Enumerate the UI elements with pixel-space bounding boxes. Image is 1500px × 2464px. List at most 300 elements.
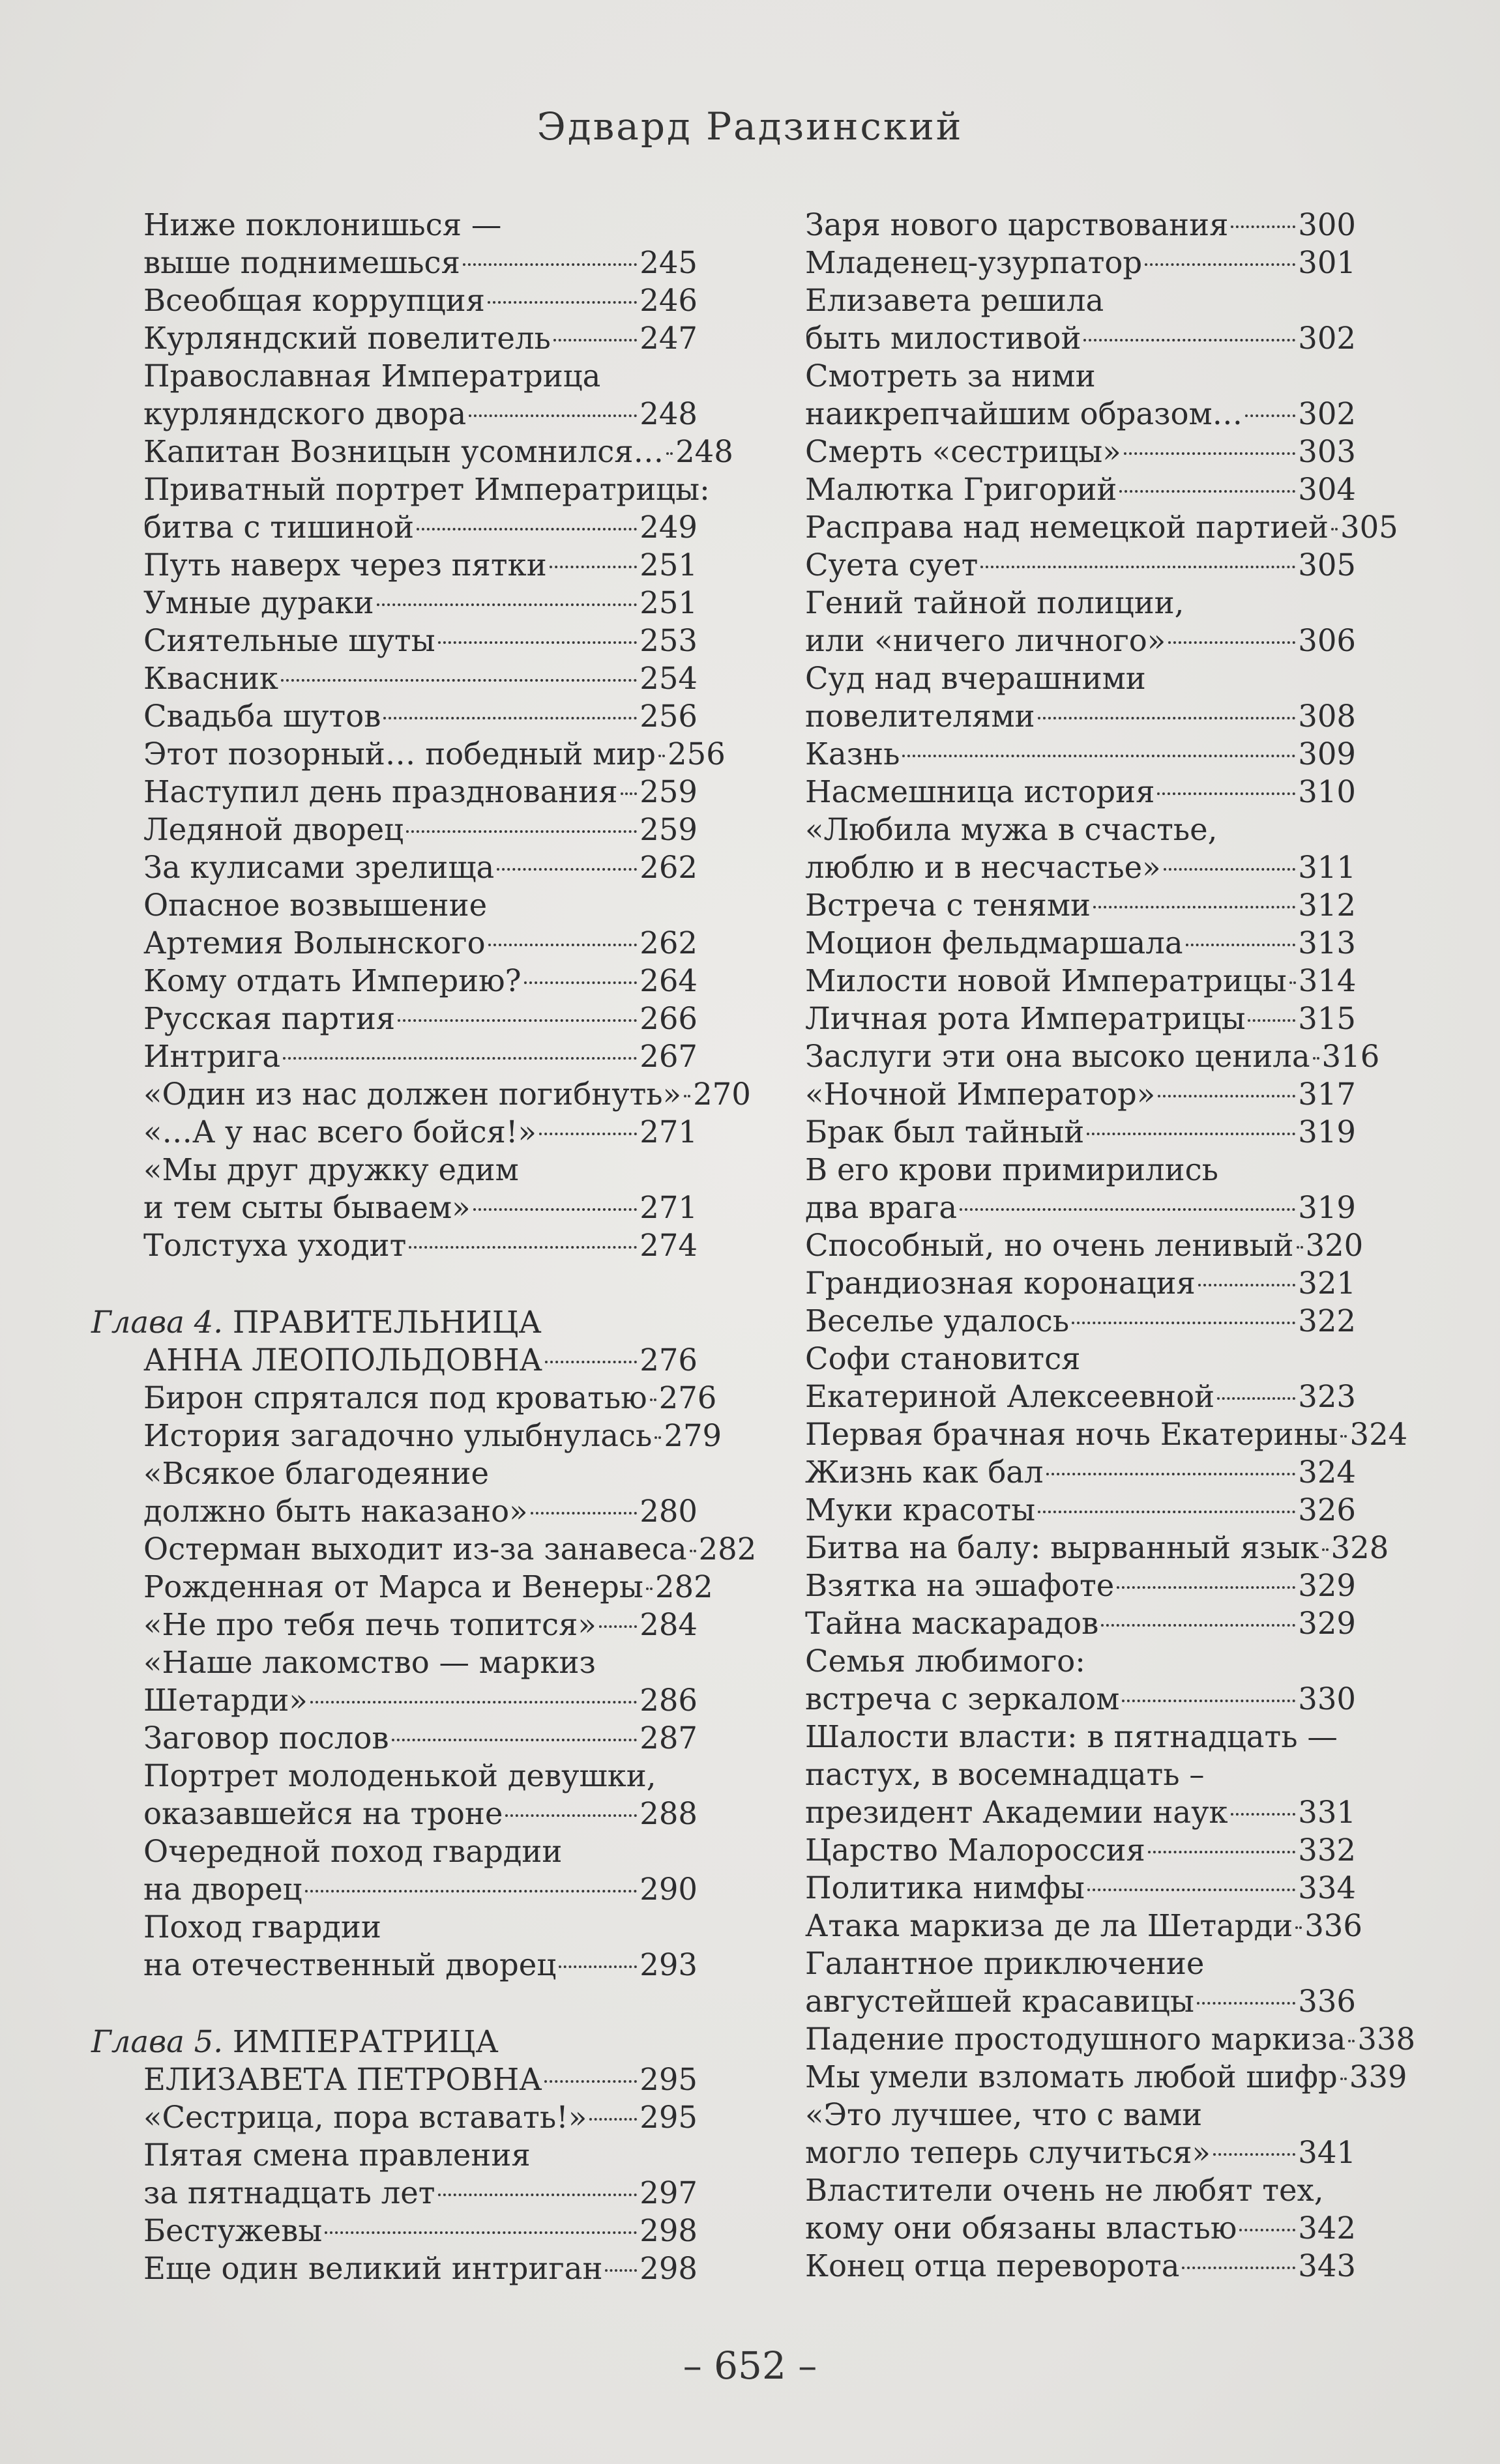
toc-entry — [805, 2134, 1356, 2171]
toc-entry — [805, 1529, 1389, 1567]
toc-page-number: 304 — [1298, 472, 1356, 507]
toc-page-number: 271 — [640, 1190, 698, 1225]
toc-entry — [143, 2174, 698, 2212]
toc-page-number: 328 — [1331, 1530, 1389, 1565]
toc-entry-title: Тайна маскарадов — [805, 1606, 1099, 1641]
toc-page-number: 305 — [1340, 510, 1398, 545]
toc-entry — [143, 319, 698, 357]
toc-entry-title: Личная рота Императрицы — [805, 1001, 1246, 1036]
toc-entry — [143, 659, 698, 697]
toc-entry-title: выше поднимешься — [143, 245, 460, 280]
toc-entry-title: Моцион фельдмаршала — [805, 925, 1183, 961]
dot-leader — [409, 1246, 637, 1249]
toc-entry — [143, 848, 698, 886]
dot-leader — [559, 1965, 637, 1968]
toc-page-number: 287 — [640, 1720, 698, 1756]
toc-page-number: 262 — [640, 925, 698, 961]
toc-page-number: 288 — [640, 1796, 698, 1831]
toc-entry-title: Первая брачная ночь Екатерины — [805, 1417, 1338, 1452]
toc-page-number: 324 — [1298, 1455, 1356, 1490]
toc-page-number: 332 — [1298, 1833, 1356, 1868]
toc-entry — [805, 1302, 1356, 1340]
toc-entry-line: Софи становится — [805, 1341, 1081, 1376]
toc-entry-title: АННА ЛЕОПОЛЬДОВНА — [143, 1342, 542, 1378]
toc-page-number: 284 — [640, 1607, 698, 1642]
toc-entry — [143, 1226, 698, 1264]
toc-page-number: 276 — [640, 1342, 698, 1378]
toc-entry — [143, 1681, 698, 1719]
dot-leader — [417, 528, 637, 530]
toc-page-number: 322 — [1298, 1303, 1356, 1339]
toc-entry-title: Остерман выходит из-за занавеса — [143, 1531, 687, 1567]
toc-entry-title: Встреча с тенями — [805, 888, 1091, 923]
toc-page-number: 279 — [664, 1418, 722, 1453]
toc-entry-title: оказавшейся на троне — [143, 1796, 503, 1831]
toc-entry-title: «Сестрица, пора вставать!» — [143, 2100, 587, 2135]
dot-leader — [960, 1208, 1295, 1211]
toc-entry — [143, 1719, 698, 1757]
toc-entry-title: Мы умели взломать любой шифр — [805, 2059, 1338, 2094]
toc-page-number: 293 — [640, 1947, 698, 1982]
toc-page-number: 264 — [640, 963, 698, 998]
toc-entry-title: Квасник — [143, 661, 278, 696]
dot-leader — [1239, 2229, 1295, 2231]
toc-entry-line: Галантное приключение — [805, 1946, 1205, 1981]
dot-leader — [406, 830, 637, 833]
toc-entry — [143, 584, 698, 622]
toc-entry-line: «Это лучшее, что с вами — [805, 2097, 1203, 2132]
toc-entry-title: Свадьба шутов — [143, 699, 381, 734]
toc-entry-line: Приватный портрет Императрицы: — [143, 472, 710, 507]
toc-entry-title: История загадочно улыбнулась — [143, 1418, 653, 1453]
dot-leader — [1072, 1322, 1295, 1324]
toc-page-number: 316 — [1321, 1039, 1380, 1074]
dot-leader — [1213, 2153, 1295, 2156]
toc-entry-title: Суета сует — [805, 547, 978, 583]
toc-page-number: 251 — [640, 585, 698, 620]
toc-entry-title: Заслуги эти она высоко ценила — [805, 1039, 1310, 1074]
dot-leader — [438, 641, 638, 644]
toc-entry — [143, 811, 698, 848]
toc-entry — [805, 508, 1398, 546]
toc-entry — [143, 1379, 717, 1417]
toc-page-number: 338 — [1357, 2022, 1416, 2057]
toc-entry-title: Рожденная от Марса и Венеры — [143, 1569, 643, 1604]
toc-entry — [805, 1491, 1356, 1529]
toc-page-number: 251 — [640, 547, 698, 583]
toc-right-column — [805, 206, 1416, 2285]
dot-leader — [531, 1512, 638, 1515]
toc-entry — [805, 1453, 1356, 1491]
toc-page-number: 319 — [1298, 1114, 1356, 1150]
toc-page-number: 254 — [640, 661, 698, 696]
toc-entry-title: Шетарди» — [143, 1683, 308, 1718]
dot-leader — [524, 981, 638, 984]
toc-page-number: 271 — [640, 1114, 698, 1150]
dot-leader — [488, 301, 637, 304]
toc-entry — [805, 735, 1356, 773]
dot-leader — [1245, 414, 1295, 417]
toc-entry-title: на дворец — [143, 1872, 302, 1907]
toc-entry-line: «Мы друг дружку едим — [143, 1152, 519, 1187]
toc-entry-line: Очередной поход гвардии — [143, 1834, 563, 1869]
toc-page-number: 321 — [1298, 1266, 1356, 1301]
toc-entry-title: Муки красоты — [805, 1492, 1036, 1528]
toc-entry — [143, 1341, 698, 1379]
toc-page-number: 290 — [640, 1872, 698, 1907]
toc-entry-line: Портрет молоденькой девушки, — [143, 1758, 656, 1793]
toc-entry — [143, 1795, 698, 1833]
toc-page-number: 310 — [1298, 774, 1356, 809]
dot-leader — [469, 414, 637, 417]
toc-entry-line: «Любила мужа в счастье, — [805, 812, 1218, 847]
toc-page-number: 314 — [1298, 963, 1357, 998]
toc-page-number: 270 — [693, 1077, 751, 1112]
dot-leader — [463, 263, 637, 266]
dot-leader — [1158, 1095, 1295, 1097]
toc-entry — [143, 2098, 698, 2136]
toc-page-number: 303 — [1298, 434, 1356, 469]
dot-leader — [902, 755, 1295, 757]
toc-entry-title: Малютка Григорий — [805, 472, 1117, 507]
toc-entry — [805, 2247, 1356, 2285]
toc-entry — [805, 546, 1356, 584]
toc-entry — [143, 622, 698, 659]
dot-leader — [1248, 1019, 1295, 1022]
toc-entry-title: и тем сыты бываем» — [143, 1190, 471, 1225]
toc-entry-title: «Ночной Император» — [805, 1077, 1156, 1112]
toc-entry-title: Русская партия — [143, 1001, 396, 1036]
toc-page-number: 302 — [1298, 321, 1356, 356]
toc-entry — [805, 697, 1356, 735]
dot-leader — [1117, 1586, 1295, 1589]
toc-entry — [805, 1000, 1356, 1037]
dot-leader — [1038, 717, 1296, 719]
toc-entry-title: два врага — [805, 1190, 958, 1225]
toc-page-number: 306 — [1298, 623, 1356, 658]
toc-entry — [143, 1530, 757, 1568]
toc-entry-title: Еще один великий интриган — [143, 2251, 603, 2286]
toc-page-number: 298 — [640, 2213, 698, 2248]
toc-entry-title: ЕЛИЗАВЕТА ПЕТРОВНА — [143, 2062, 542, 2097]
toc-page-number: 336 — [1304, 1908, 1362, 1943]
toc-entry — [805, 1264, 1356, 1302]
toc-page-number: 330 — [1298, 1681, 1356, 1717]
dot-leader — [545, 1361, 637, 1363]
dot-leader — [1198, 1284, 1295, 1286]
toc-entry — [805, 206, 1356, 244]
toc-entry — [805, 1680, 1356, 1718]
dot-leader — [1289, 981, 1296, 984]
toc-entry — [143, 2212, 698, 2250]
dot-leader — [488, 944, 638, 946]
toc-entry-title: августейшей красавицы — [805, 1984, 1194, 2019]
dot-leader — [310, 1701, 637, 1703]
dot-leader — [392, 1739, 638, 1741]
toc-entry-title: «Один из нас должен погибнуть» — [143, 1077, 682, 1112]
toc-entry — [805, 1037, 1380, 1075]
toc-entry-line: Елизавета решила — [805, 283, 1104, 318]
toc-page-number: 282 — [698, 1531, 757, 1567]
dot-leader — [539, 1133, 637, 1135]
toc-entry-line: В его крови примирились — [805, 1152, 1218, 1187]
toc-entry — [805, 1604, 1356, 1642]
toc-entry — [143, 546, 698, 584]
toc-entry — [805, 924, 1356, 962]
dot-leader — [1231, 1813, 1296, 1816]
toc-entry — [143, 508, 698, 546]
toc-entry-title: за пятнадцать лет — [143, 2175, 435, 2210]
toc-entry — [805, 962, 1356, 1000]
toc-entry — [143, 433, 733, 471]
toc-entry — [143, 924, 698, 962]
toc-entry-title: Екатериной Алексеевной — [805, 1379, 1215, 1414]
toc-page-number: 311 — [1298, 850, 1356, 885]
toc-page-number: 259 — [640, 774, 698, 809]
toc-entry-line: Опасное возвышение — [143, 888, 488, 923]
toc-entry — [805, 319, 1356, 357]
toc-entry-line: Ниже поклонишься — — [143, 207, 502, 242]
toc-entry — [805, 1793, 1356, 1831]
toc-entry-title: Артемия Волынского — [143, 925, 486, 961]
toc-entry-title: курляндского двора — [143, 396, 467, 431]
toc-page-number: 305 — [1298, 547, 1356, 583]
toc-entry — [143, 395, 698, 433]
toc-entry-line: «Наше лакомство — маркиз — [143, 1645, 596, 1680]
toc-page-number: 331 — [1298, 1795, 1356, 1830]
toc-page-number: 259 — [640, 812, 698, 847]
toc-entry — [143, 1568, 713, 1606]
toc-entry-title: Кому отдать Империю? — [143, 963, 522, 998]
dot-leader — [305, 1890, 638, 1892]
toc-entry-line: Пятая смена правления — [143, 2138, 531, 2173]
dot-leader — [398, 1019, 637, 1022]
toc-entry — [805, 773, 1356, 811]
toc-page-number: 280 — [640, 1494, 698, 1529]
dot-leader — [980, 566, 1295, 568]
toc-entry-line: Православная Императрица — [143, 358, 601, 394]
toc-entry-title: наикрепчайшим образом… — [805, 396, 1243, 431]
toc-page-number: 262 — [640, 850, 698, 885]
chapter-heading — [91, 1303, 698, 1341]
toc-entry-title: Атака маркиза де ла Шетарди — [805, 1908, 1293, 1943]
toc-entry — [805, 2209, 1356, 2247]
dot-leader — [550, 566, 638, 568]
toc-entry — [143, 1870, 698, 1908]
toc-entry-title: Казнь — [805, 736, 900, 772]
dot-leader — [1083, 339, 1295, 341]
toc-page-number: 295 — [640, 2062, 698, 2097]
toc-entry — [143, 2250, 698, 2287]
toc-page-number: 247 — [640, 321, 698, 356]
toc-entry-title: Путь наверх через пятки — [143, 547, 547, 583]
toc-entry — [143, 962, 698, 1000]
toc-page-number: 336 — [1298, 1984, 1356, 2019]
toc-entry — [143, 1000, 698, 1037]
toc-page-number: 253 — [640, 623, 698, 658]
dot-leader — [325, 2231, 637, 2234]
toc-entry — [143, 2061, 698, 2098]
dot-leader — [283, 1057, 637, 1060]
dot-leader — [1168, 641, 1295, 644]
toc-entry-title: Толстуха уходит — [143, 1228, 407, 1263]
dot-leader — [497, 868, 637, 871]
dot-leader — [1148, 1851, 1295, 1853]
chapter-number: Глава 5. — [91, 2024, 224, 2059]
toc-entry — [805, 1831, 1356, 1869]
toc-entry-title: быть милостивой — [805, 321, 1081, 356]
toc-page-number: 326 — [1298, 1492, 1356, 1528]
toc-page-number: 248 — [675, 434, 733, 469]
toc-entry-line: Властители очень не любят тех, — [805, 2173, 1324, 2208]
section-gap — [143, 1264, 698, 1303]
toc-entry-title: люблю и в несчастье» — [805, 850, 1161, 885]
toc-page-number: 341 — [1298, 2135, 1356, 2170]
dot-leader — [473, 1208, 638, 1211]
toc-page-number: 256 — [668, 736, 726, 772]
toc-entry-title: Младенец-узурпатор — [805, 245, 1143, 280]
toc-entry — [805, 1567, 1356, 1604]
toc-entry-line: «Всякое благодеяние — [143, 1456, 489, 1491]
dot-leader — [1231, 225, 1295, 228]
dot-leader — [544, 2080, 637, 2083]
dot-leader — [690, 1550, 696, 1552]
toc-page-number: 286 — [640, 1683, 698, 1718]
toc-page-number: 312 — [1298, 888, 1356, 923]
toc-entry — [143, 1037, 698, 1075]
dot-leader — [654, 1436, 661, 1439]
toc-entry — [805, 1189, 1356, 1226]
dot-leader — [1145, 263, 1295, 266]
toc-entry-title: повелителями — [805, 699, 1035, 734]
toc-entry-title: Умные дураки — [143, 585, 374, 620]
chapter-title: ИМПЕРАТРИЦА — [232, 2024, 499, 2059]
toc-entry — [143, 244, 698, 282]
toc-entry — [143, 1113, 698, 1151]
toc-entry — [805, 1226, 1364, 1264]
toc-entry-title: Расправа над немецкой партией — [805, 510, 1329, 545]
toc-page-number: 249 — [640, 510, 698, 545]
dot-leader — [599, 1625, 637, 1628]
toc-entry-title: Брак был тайный — [805, 1114, 1085, 1150]
dot-leader — [1101, 1624, 1295, 1627]
toc-entry-title: Наступил день празднования — [143, 774, 618, 809]
toc-entry — [805, 1869, 1356, 1907]
toc-entry — [805, 1907, 1362, 1945]
dot-leader — [684, 1095, 690, 1097]
chapter-heading — [91, 2023, 698, 2061]
dot-leader — [1093, 906, 1295, 908]
toc-entry-title: Взятка на эшафоте — [805, 1568, 1115, 1603]
toc-entry-title: Бестужевы — [143, 2213, 323, 2248]
toc-entry-line: Поход гвардии — [143, 1909, 381, 1945]
dot-leader — [646, 1587, 653, 1590]
toc-entry — [805, 1075, 1356, 1113]
toc-page-number: 266 — [640, 1001, 698, 1036]
dot-leader — [658, 755, 665, 757]
dot-leader — [1182, 2267, 1295, 2269]
toc-entry-title: Конец отца переворота — [805, 2248, 1180, 2283]
toc-entry-title: Жизнь как бал — [805, 1455, 1044, 1490]
toc-entry — [805, 1378, 1356, 1415]
dot-leader — [666, 452, 673, 455]
toc-page-number: 248 — [640, 396, 698, 431]
toc-entry-title: встреча с зеркалом — [805, 1681, 1120, 1717]
toc-entry-title: «Не про тебя печь топится» — [143, 1607, 596, 1642]
dot-leader — [605, 2269, 637, 2272]
dot-leader — [1322, 1548, 1329, 1551]
toc-entry-title: Заговор послов — [143, 1720, 389, 1756]
toc-page-number: 329 — [1298, 1606, 1356, 1641]
toc-entry — [805, 471, 1356, 508]
chapter-number: Глава 4. — [91, 1305, 224, 1340]
toc-entry — [805, 622, 1356, 659]
dot-leader — [621, 792, 638, 795]
dot-leader — [1295, 1926, 1302, 1929]
dot-leader — [377, 603, 638, 606]
toc-page-number: 343 — [1298, 2248, 1356, 2283]
toc-entry-line: Шалости власти: в пятнадцать — — [805, 1719, 1338, 1754]
toc-page-number: 297 — [640, 2175, 698, 2210]
toc-entry-title: Интрига — [143, 1039, 281, 1074]
toc-entry — [143, 773, 698, 811]
toc-entry-title: или «ничего личного» — [805, 623, 1166, 658]
toc-entry — [805, 244, 1356, 282]
toc-page-number: 298 — [640, 2251, 698, 2286]
toc-entry-title: «…А у нас всего бойся!» — [143, 1114, 537, 1150]
toc-page-number: 246 — [640, 283, 698, 318]
toc-entry — [805, 1982, 1356, 2020]
toc-page-number: 267 — [640, 1039, 698, 1074]
toc-entry — [805, 848, 1356, 886]
toc-entry — [805, 433, 1356, 471]
toc-entry-title: Насмешница история — [805, 774, 1155, 809]
dot-leader — [1119, 490, 1295, 493]
toc-page-number: 256 — [640, 699, 698, 734]
toc-page-number: 319 — [1298, 1190, 1356, 1225]
toc-entry — [143, 1075, 751, 1113]
dot-leader — [1124, 452, 1295, 455]
dot-leader — [505, 1814, 637, 1817]
toc-entry-title: Заря нового царствования — [805, 207, 1229, 242]
toc-entry — [143, 1606, 698, 1644]
toc-entry-title: на отечественный дворец — [143, 1947, 557, 1982]
toc-page-number: 282 — [654, 1569, 713, 1604]
toc-page-number: 245 — [640, 245, 698, 280]
toc-page-number: 274 — [640, 1228, 698, 1263]
toc-entry-title: Всеобщая коррупция — [143, 283, 485, 318]
toc-entry-title: Царство Малороссия — [805, 1833, 1145, 1868]
dot-leader — [650, 1399, 656, 1401]
toc-page-number: 323 — [1298, 1379, 1356, 1414]
toc-page-number: 295 — [640, 2100, 698, 2135]
toc-left-column — [91, 206, 757, 2287]
toc-page-number: 324 — [1349, 1417, 1408, 1452]
toc-page-number: 308 — [1298, 699, 1356, 734]
toc-entry — [805, 395, 1356, 433]
toc-entry-title: могло теперь случиться» — [805, 2135, 1211, 2170]
dot-leader — [1297, 1246, 1303, 1249]
toc-entry-line: Семья любимого: — [805, 1644, 1085, 1679]
toc-entry-line: Гений тайной полиции, — [805, 585, 1184, 620]
toc-page-number: 339 — [1349, 2059, 1407, 2094]
toc-entry-title: Битва на балу: вырванный язык — [805, 1530, 1319, 1565]
toc-page-number: 342 — [1298, 2210, 1356, 2246]
dot-leader — [553, 339, 637, 341]
toc-page-number: 276 — [658, 1380, 717, 1415]
toc-entry-title: Грандиозная коронация — [805, 1266, 1196, 1301]
dot-leader — [1157, 792, 1295, 795]
